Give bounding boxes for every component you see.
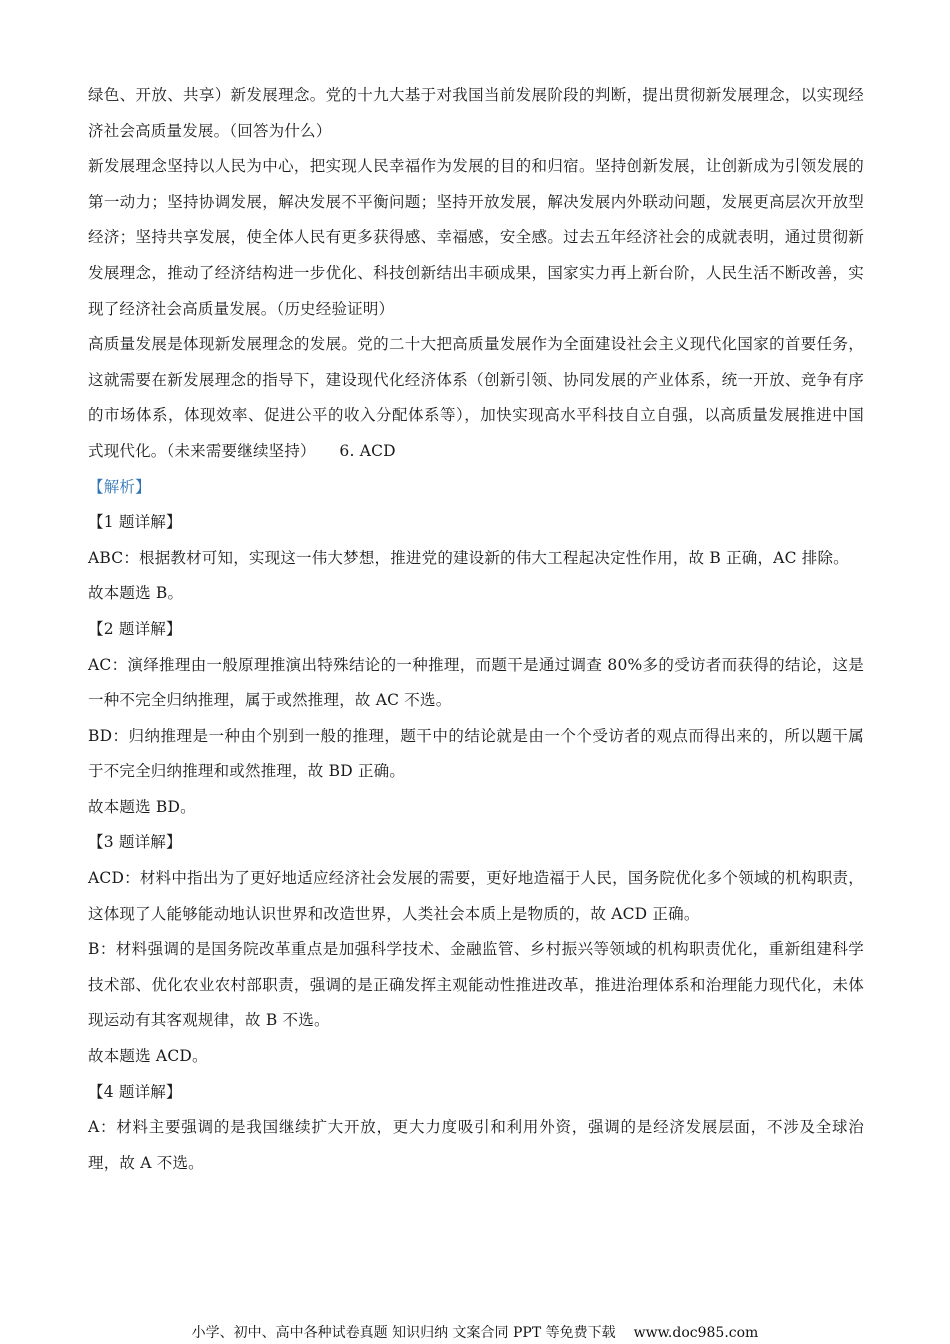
document-body — [88, 78, 864, 1181]
paragraph: 【3 题详解】 — [88, 833, 182, 852]
paragraph: 新发展理念坚持以人民为中心，把实现人民幸福作为发展的目的和归宿。坚持创新发展，让创新成为引领发展的第一动力；坚持协调发展，解决发展不平衡问题；坚持开放发展，解决发展内外联动问题，发展更高层次开放型经济；坚持共享发展，使全体人民有更多获得感、幸福感，安全感。过去五年经济社会的成就表明，通过贯彻新发展理念，推动了经济结构进一步优化、科技创新结出丰硕成果，国家实力再上新台阶，人民生活不断改善，实现了经济社会高质量发展。（历史经验证明） — [88, 157, 864, 318]
paragraph: 高质量发展是体现新发展理念的发展。党的二十大把高质量发展作为全面建设社会主义现代化国家的首要任务，这就需要在新发展理念的指导下，建设现代化经济体系（创新引领、协同发展的产业体系，统一开放、竞争有序的市场体系，体现效率、促进公平的收入分配体系等），加快实现高水平科技自立自强，以高质量发展推进中国式现代化。（未来需要继续坚持） 6. ACD — [88, 335, 864, 460]
footer-text: 小学、初中、高中各种试卷真题 知识归纳 文案合同 PPT 等免费下载 — [191, 1325, 616, 1341]
paragraph: AC：演绎推理由一般原理推演出特殊结论的一种推理，而题干是通过调查 80%多的受访者而获得的结论，这是一种不完全归纳推理，属于或然推理，故 AC 不选。 — [88, 655, 864, 710]
paragraph: 故本题选 ACD。 — [88, 1047, 208, 1066]
section-heading: 【解析】 — [88, 477, 151, 496]
paragraph: 故本题选 B。 — [88, 584, 184, 603]
paragraph: ABC：根据教材可知，实现这一伟大梦想，推进党的建设新的伟大工程起决定性作用，故 B 正确，AC 排除。 — [88, 548, 849, 567]
paragraph: ACD：材料中指出为了更好地适应经济社会发展的需要，更好地造福于人民，国务院优化多个领域的机构职责，这体现了人能够能动地认识世界和改造世界，人类社会本质上是物质的，故 ACD 正确。 — [88, 869, 864, 923]
paragraph: 绿色、开放、共享）新发展理念。党的十九大基于对我国当前发展阶段的判断，提出贯彻新发展理念，以实现经济社会高质量发展。（回答为什么） — [88, 86, 864, 140]
paragraph: 【1 题详解】 — [88, 513, 182, 532]
paragraph: 故本题选 BD。 — [88, 797, 196, 816]
paragraph: 【4 题详解】 — [88, 1082, 182, 1101]
paragraph: 【2 题详解】 — [88, 619, 182, 638]
footer-url[interactable]: www.doc985.com — [633, 1325, 759, 1341]
page-footer — [0, 1322, 950, 1342]
paragraph: B：材料强调的是国务院改革重点是加强科学技术、金融监管、乡村振兴等领域的机构职责优化，重新组建科学技术部、优化农业农村部职责，强调的是正确发挥主观能动性推进改革，推进治理体系和治理能力现代化，未体现运动有其客观规律，故 B 不选。 — [88, 940, 864, 1030]
paragraph: BD：归纳推理是一种由个别到一般的推理，题干中的结论就是由一个个受访者的观点而得出来的，所以题干属于不完全归纳推理和或然推理，故 BD 正确。 — [88, 726, 864, 781]
paragraph: A：材料主要强调的是我国继续扩大开放，更大力度吸引和利用外资，强调的是经济发展层面，不涉及全球治理，故 A 不选。 — [88, 1118, 864, 1172]
